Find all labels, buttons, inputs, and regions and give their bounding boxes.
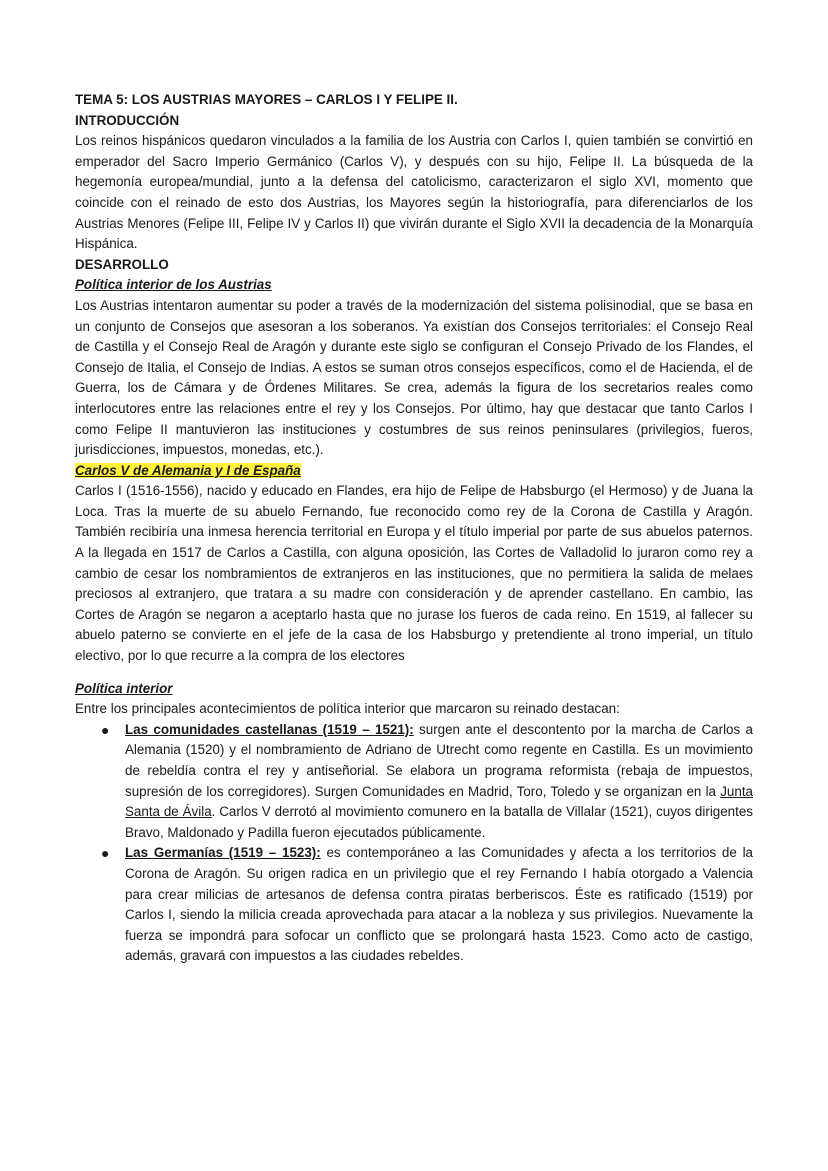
section-interior-policy-heading: Política interior de los Austrias [75, 277, 272, 293]
bullet-icon: ● [101, 845, 110, 862]
list-item-term: Las Germanías (1519 – 1523): [125, 845, 321, 861]
bullet-icon: ● [101, 721, 110, 738]
list-item-term: Las comunidades castellanas (1519 – 1521): [125, 721, 414, 737]
section-carlos-heading-wrap [75, 461, 753, 482]
list-item [75, 843, 753, 967]
list-item-text-end: . Carlos V derrotó al movimiento comunero en la batalla de Villalar (1521), cuyos dirigentes Bravo, Maldonado y Padilla fueron ejecutados públicamente. [125, 804, 753, 840]
spacer [75, 667, 753, 679]
section-carlos-paragraph: Carlos I (1516-1556), nacido y educado en Flandes, era hijo de Felipe de Habsburgo (el Hermoso) y de Juana la Loca. Tras la muerte de su abuelo Fernando, fue reconocido como rey de la Corona de Castilla y Aragón. También recibiría una inmesa herencia territorial en Europa y el título imperial por parte de sus abuelos paternos. A la llegada en 1517 de Carlos a Castilla, con alguna oposición, las Cortes de Valladolid lo juraron como rey a cambio de cesar los nombramientos de extranjeros en las instituciones, que no permitiera la salida de melaes preciosos al extranjero, que tratara a su madre con consideración y de aprender castellano. En cambio, las Cortes de Aragón se negaron a aceptarlo hasta que no jurase los fueros de cada reino. En 1519, al fallecer su abuelo paterno se convierte en el jefe de la casa de los Habsburgo y pretendiente al trono imperial, un título electivo, por lo que recurre a la compra de los electores [75, 483, 753, 664]
intro-heading: INTRODUCCIÓN [75, 112, 180, 128]
section-interior-policy-paragraph: Los Austrias intentaron aumentar su poder a través de la modernización del sistema polisinodial, que se basa en un conjunto de Consejos que asesoran a los soberanos. Ya existían dos Consejos territoriales: el Consejo Real de Castilla y el Consejo Real de Aragón y durante este siglo se configuran el Consejo Privado de los Flandes, el Consejo de Italia, el Consejo de Indias. A estos se suman otros consejos específicos, como el de Hacienda, el de Guerra, los de Cámara y de Órdenes Militares. Se crea, además la figura de los secretarios reales como interlocutores entre las relaciones entre el rey y los Consejos. Por último, hay que destacar que tanto Carlos I como Felipe II mantuvieron las instituciones y costumbres de sus reinos peninsulares (privilegios, fueros, jurisdicciones, impuestos, monedas, etc.). [75, 297, 753, 458]
list-item [75, 720, 753, 844]
section-internal-events-intro: Entre los principales acontecimientos de política interior que marcaron su reinado destacan: [75, 701, 620, 717]
events-list [75, 720, 753, 967]
list-item-text: surgen ante el descontento por la marcha de Carlos a Alemania (1520) y el nombramiento de Adriano de Utrecht como regente en Castilla. Es un movimiento de rebeldía contra el rey y antiseñorial. Se elabora un programa reformista (rebaja de impuestos, supresión de los corregidores). Surgen Comunidades en Madrid, Toro, Toledo y se organizan en la [125, 721, 753, 799]
section-internal-events-heading: Política interior [75, 680, 173, 696]
list-item-text: es contemporáneo a las Comunidades y afecta a los territorios de la Corona de Aragón. Su origen radica en un privilegio que el rey Fernando I había otorgado a Valencia para crear milicias de artesanos de defensa contra piratas berberiscos. Éste es ratificado (1519) por Carlos I, siendo la milicia creada aprovechada para atacar a la nobleza y sus privilegios. Nuevamente la fuerza se impondrá para sofocar un conflicto que se prolongará hasta 1523. Como acto de castigo, además, gravará con impuestos a las ciudades rebeldes. [125, 845, 753, 964]
section-carlos-heading: Carlos V de Alemania y I de España [75, 462, 301, 478]
document-title: TEMA 5: LOS AUSTRIAS MAYORES – CARLOS I Y FELIPE II. [75, 92, 458, 107]
intro-paragraph: Los reinos hispánicos quedaron vinculados a la familia de los Austria con Carlos I, quien también se convirtió en emperador del Sacro Imperio Germánico (Carlos V), y después con su hijo, Felipe II. La búsqueda de la hegemonía europea/mundial, junto a la defensa del catolicismo, caracterizaron el siglo XVI, momento que coincide con el reinado de esto dos Austrias, los Mayores según la historiografía, para diferenciarlos de los Austrias Menores (Felipe III, Felipe IV y Carlos II) que vivirán durante el Siglo XVII la decadencia de la Monarquía Hispánica. [75, 133, 753, 252]
junta-link[interactable]: Junta Santa de Ávila [125, 783, 753, 820]
development-heading: DESARROLLO [75, 256, 169, 272]
